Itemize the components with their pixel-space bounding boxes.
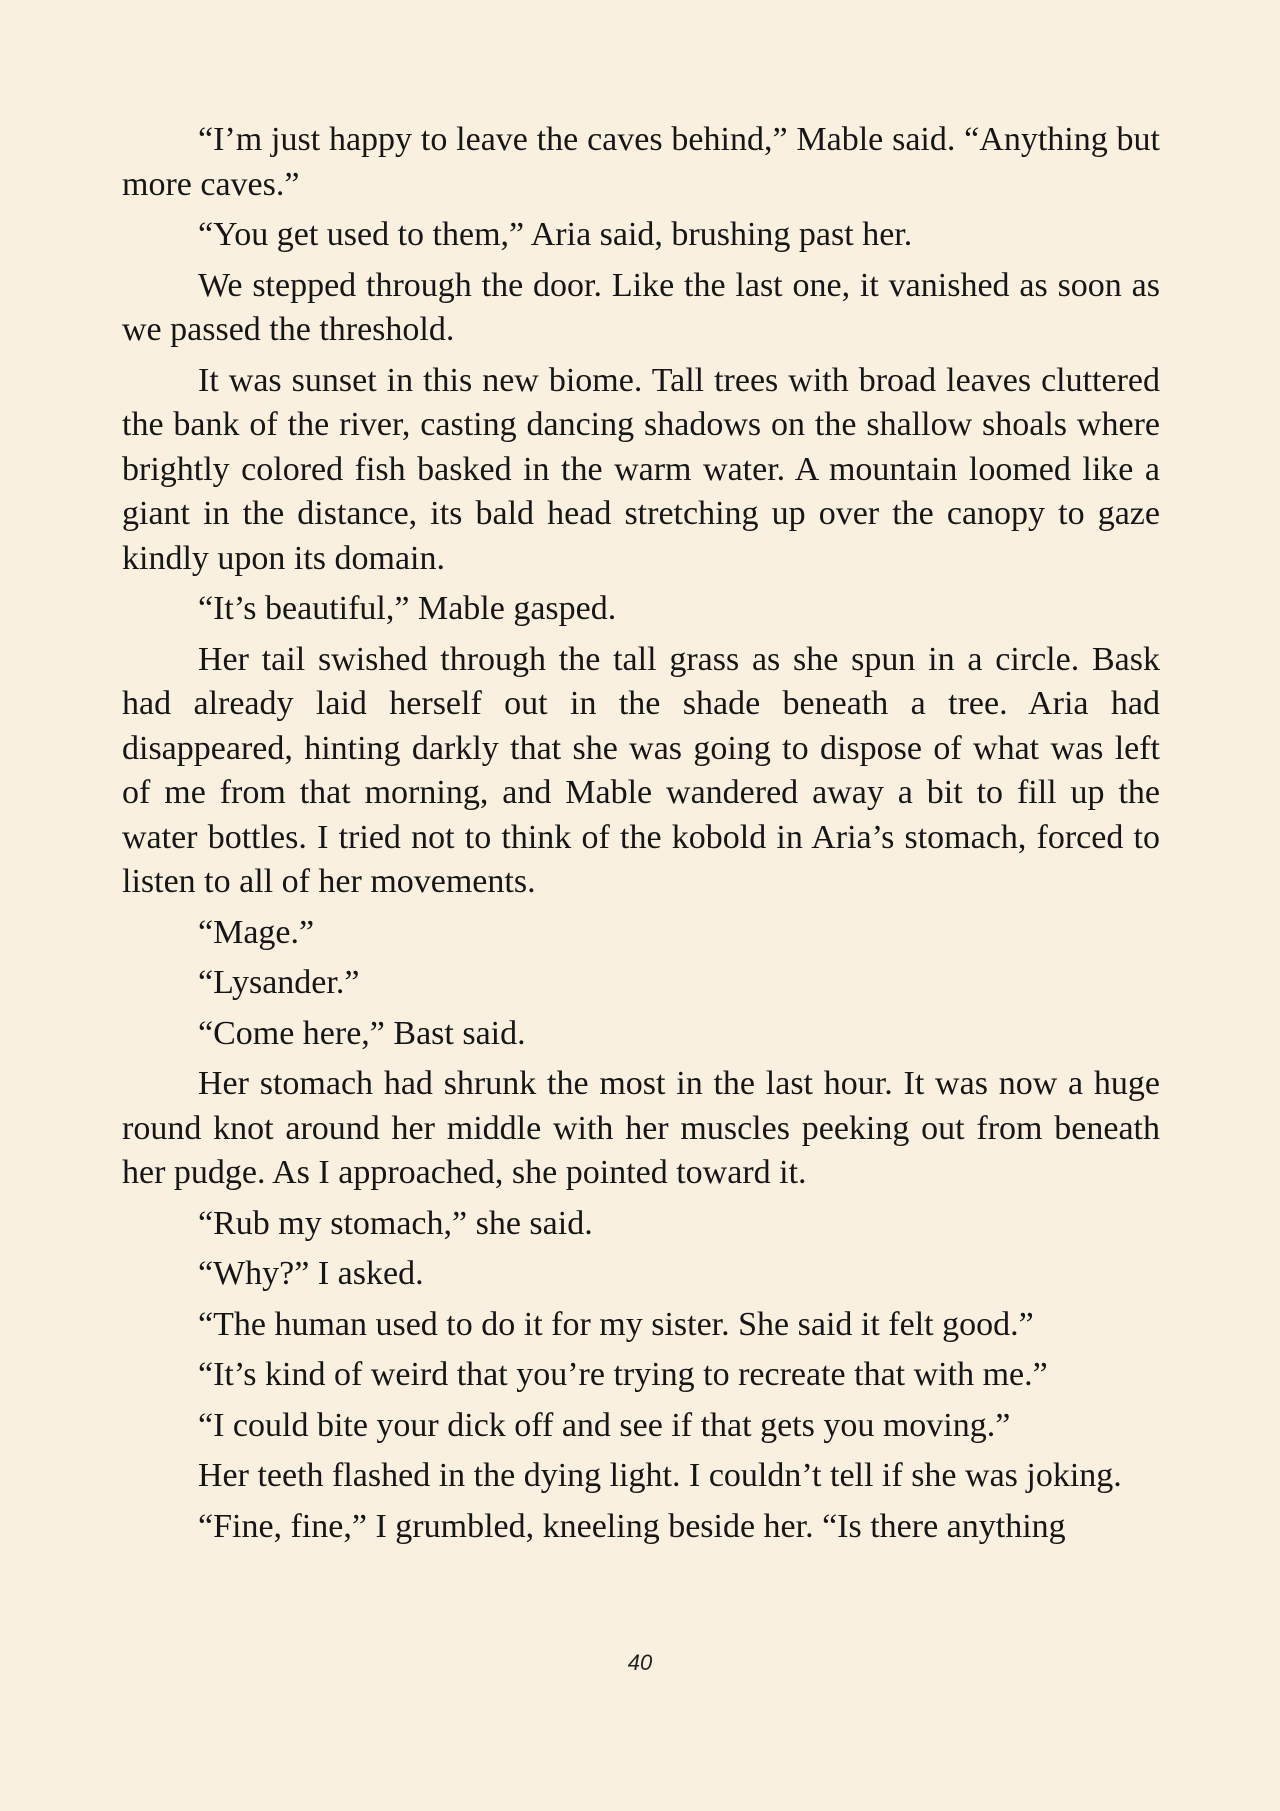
paragraph: “Mage.”	[198, 913, 315, 951]
body-text	[122, 118, 1160, 1555]
paragraph: It was sunset in this new biome. Tall trees with broad leaves cluttered the bank of the river, casting dancing shadows on the shallow shoals where brightly colored fish basked in the warm water. A mountain loomed like a giant in the distance, its bald head stretching up over the canopy to gaze kindly upon its domain.	[122, 361, 1160, 577]
paragraph: “Come here,” Bast said.	[198, 1014, 526, 1052]
page-number: 40	[627, 1650, 653, 1675]
paragraph: Her tail swished through the tall grass as she spun in a circle. Bask had already laid herself out in the shade beneath a tree. Aria had disappeared, hinting darkly that she was going to dispose of what was left of me from that morning, and Mable wandered away a bit to fill up the water bottles. I tried not to think of the kobold in Aria’s stomach, forced to listen to all of her movements.	[122, 640, 1160, 900]
paragraph: “It’s kind of weird that you’re trying to recreate that with me.”	[198, 1356, 1048, 1393]
paragraph: Her stomach had shrunk the most in the last hour. It was now a huge round knot around her middle with her muscles peeking out from beneath her pudge. As I approached, she pointed toward it.	[122, 1065, 1160, 1191]
paragraph: “The human used to do it for my sister. She said it felt good.”	[198, 1305, 1034, 1343]
paragraph: “Lysander.”	[198, 964, 360, 1001]
paragraph: “Rub my stomach,” she said.	[198, 1204, 593, 1242]
paragraph: “I’m just happy to leave the caves behind,” Mable said. “Anything but more caves.”	[122, 121, 1160, 203]
paragraph: “Fine, fine,” I grumbled, kneeling beside her. “Is there anything	[198, 1507, 1066, 1545]
paragraph: “You get used to them,” Aria said, brushing past her.	[198, 216, 913, 253]
paragraph: Her teeth flashed in the dying light. I couldn’t tell if she was joking.	[198, 1457, 1122, 1494]
paragraph: “It’s beautiful,” Mable gasped.	[198, 590, 617, 627]
paragraph: We stepped through the door. Like the last one, it vanished as soon as we passed the threshold.	[122, 266, 1160, 348]
paragraph: “I could bite your dick off and see if that gets you moving.”	[198, 1406, 1011, 1444]
paragraph: “Why?” I asked.	[198, 1255, 424, 1292]
